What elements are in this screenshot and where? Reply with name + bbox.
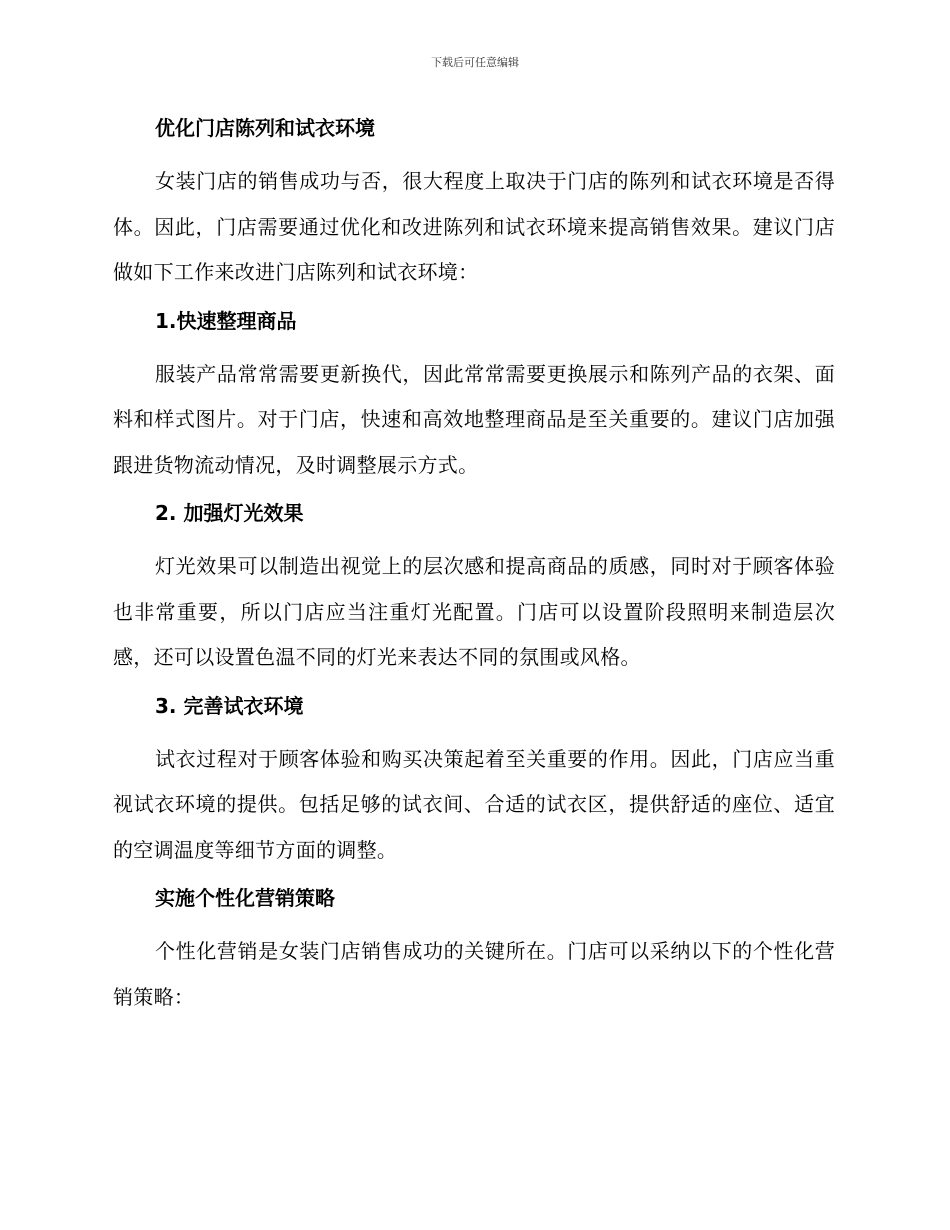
paragraph-organize-goods: 服装产品常常需要更新换代，因此常常需要更换展示和陈列产品的衣架、面料和样式图片。对于门店，快速和高效地整理商品是至关重要的。建议门店加强跟进货物流动情况，及时调整展示方式。 xyxy=(113,361,835,477)
paragraph-personalized-marketing: 个性化营销是女装门店销售成功的关键所在。门店可以采纳以下的个性化营销策略： xyxy=(113,939,835,1009)
paragraph-lighting: 灯光效果可以制造出视觉上的层次感和提高商品的质感，同时对于顾客体验也非常重要，所以门店应当注重灯光配置。门店可以设置阶段照明来制造层次感，还可以设置色温不同的灯光来表达不同的氛围或风格。 xyxy=(113,554,835,669)
section-heading-display: 优化门店陈列和试衣环境 xyxy=(155,116,375,140)
header-note: 下载后可任意编辑 xyxy=(431,56,519,69)
section-heading-personalized-marketing: 实施个性化营销策略 xyxy=(155,886,335,910)
section-heading-fitting-room: 3. 完善试衣环境 xyxy=(155,693,304,718)
section-heading-organize-goods: 1.快速整理商品 xyxy=(155,308,297,333)
paragraph-display-intro: 女装门店的销售成功与否，很大程度上取决于门店的陈列和试衣环境是否得体。因此，门店需要通过优化和改进陈列和试衣环境来提高销售效果。建议门店做如下工作来改进门店陈列和试衣环境： xyxy=(113,169,835,284)
paragraph-fitting-room: 试衣过程对于顾客体验和购买决策起着至关重要的作用。因此，门店应当重视试衣环境的提供。包括足够的试衣间、合适的试衣区，提供舒适的座位、适宜的空调温度等细节方面的调整。 xyxy=(113,746,835,862)
document-body xyxy=(113,112,835,1029)
section-heading-lighting: 2. 加强灯光效果 xyxy=(155,501,304,525)
